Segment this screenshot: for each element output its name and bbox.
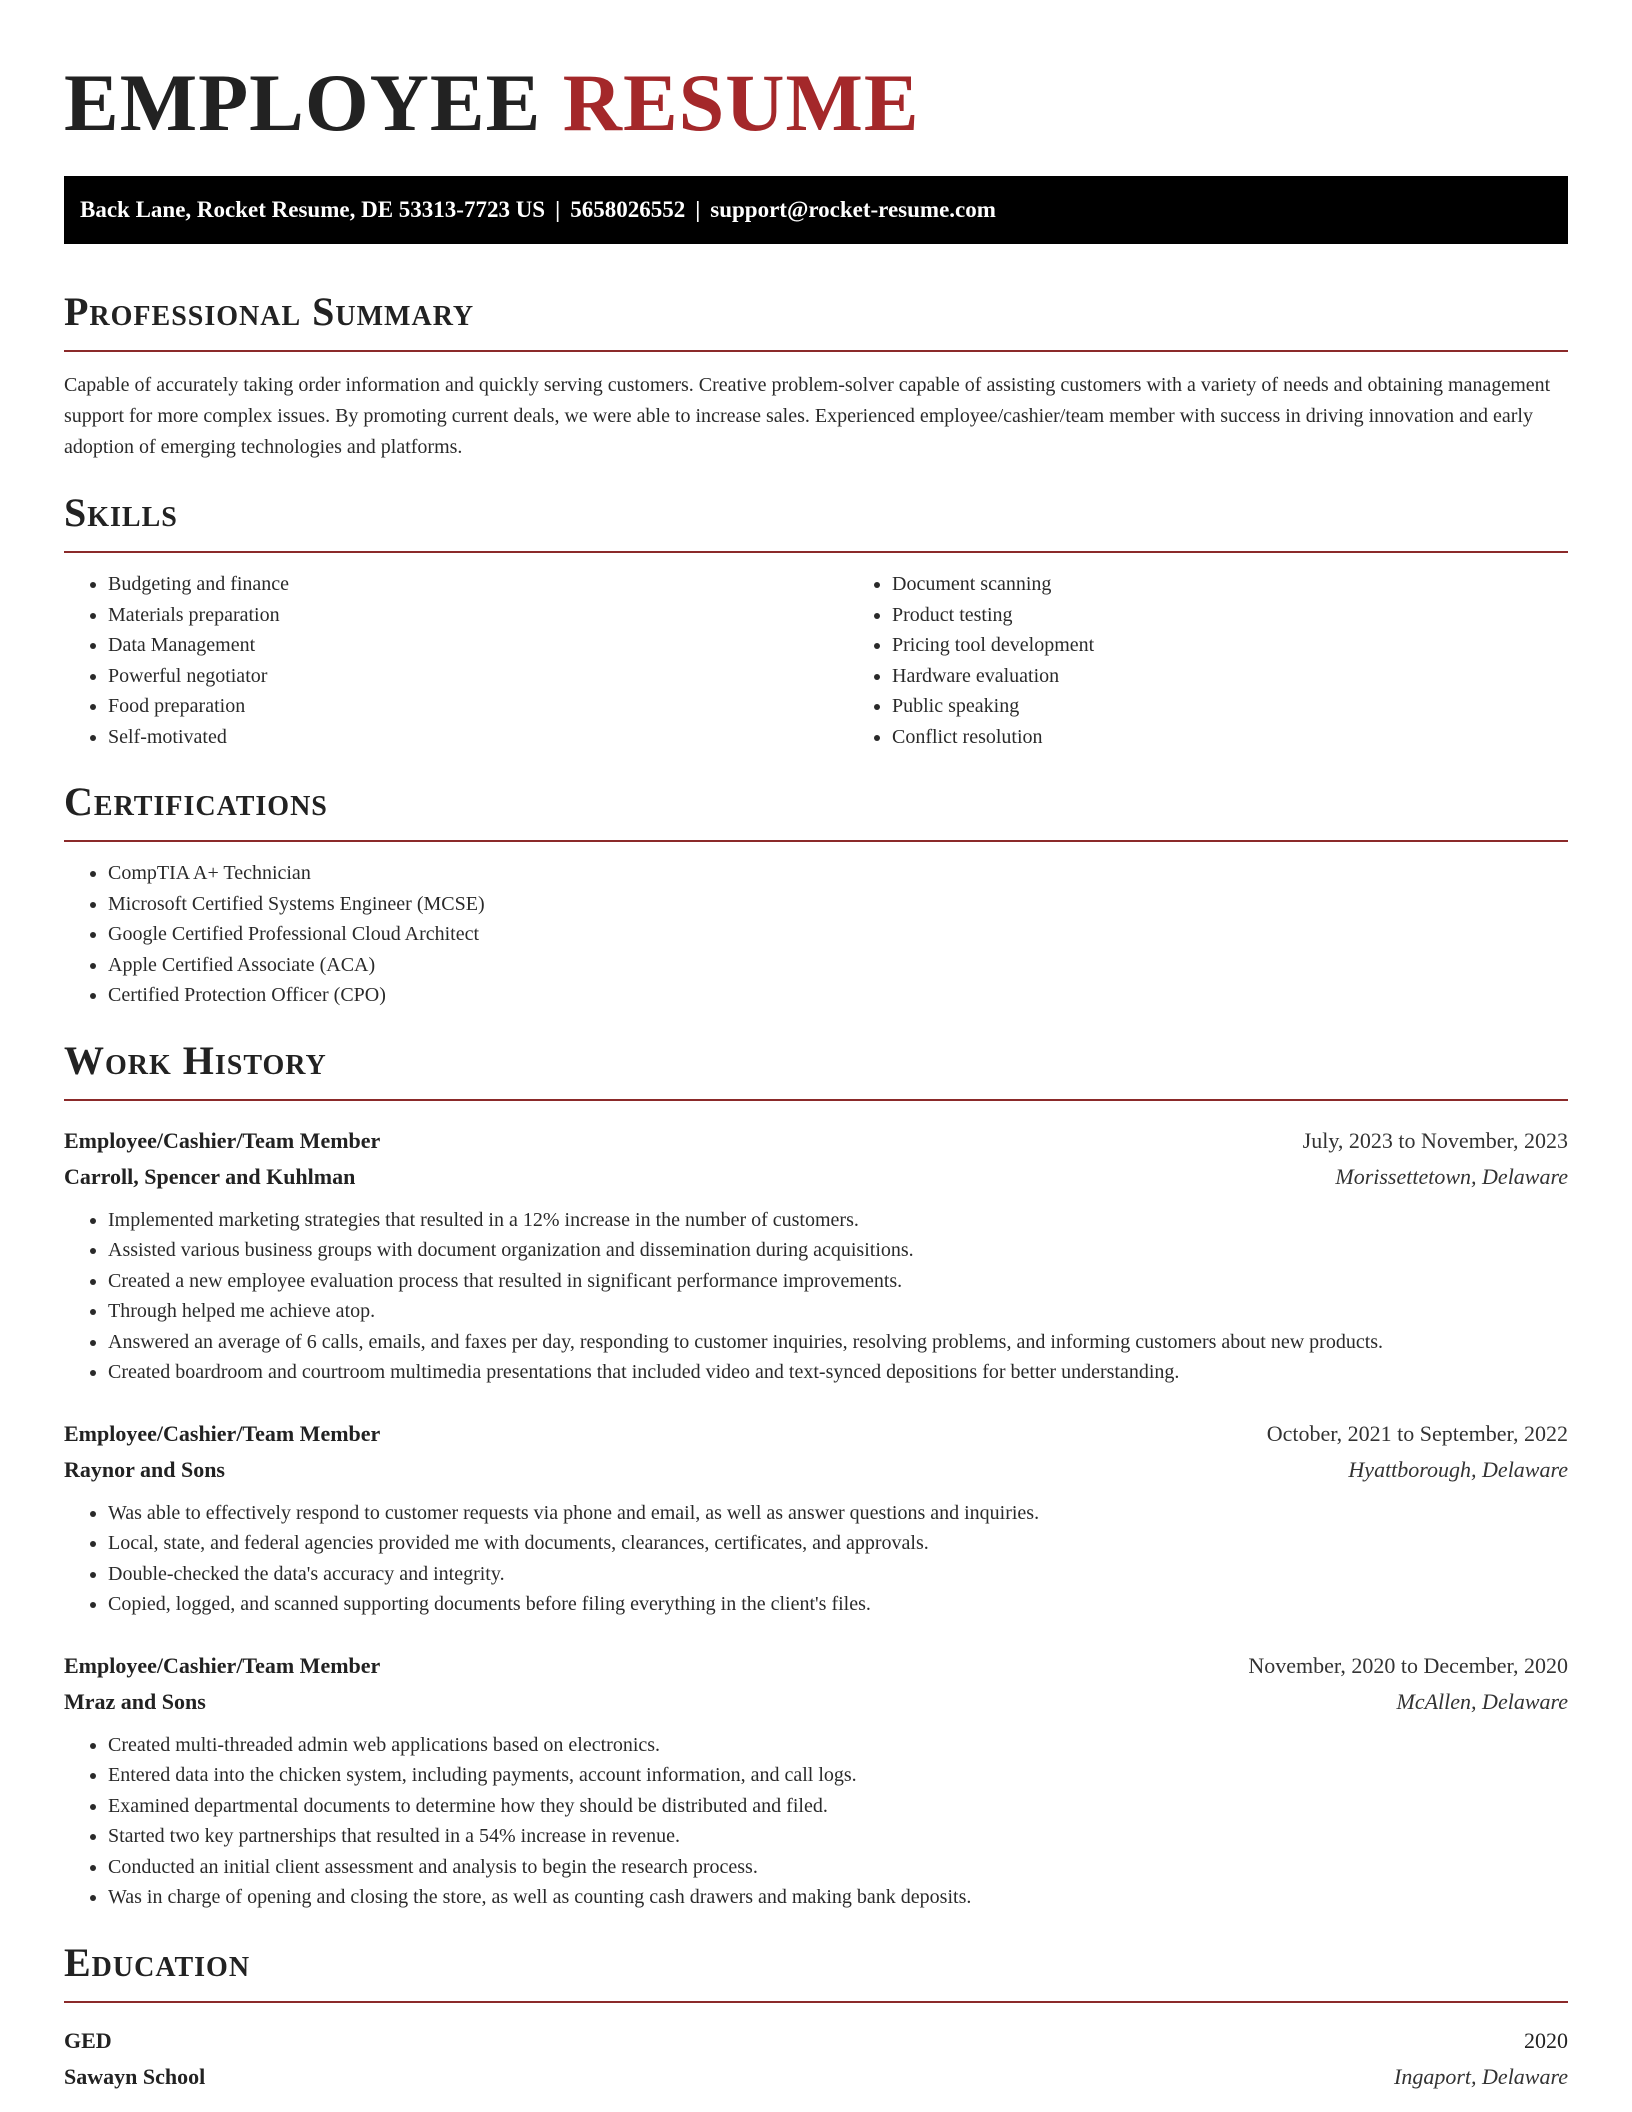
job-bullet: • Double-checked the data's accuracy and integrity. — [108, 1559, 1568, 1590]
job-entry — [64, 1416, 1568, 1620]
job-header-row — [64, 1648, 1568, 1684]
job-dates: November, 2020 to December, 2020 — [1248, 1652, 1568, 1678]
work-history-section — [64, 1037, 1568, 1913]
job-header-row — [64, 1416, 1568, 1452]
contact-separator: | — [695, 197, 701, 222]
job-bullet: • Copied, logged, and scanned supporting documents before filing everything in the client's files. — [108, 1589, 1568, 1620]
skill-item: • Document scanning — [892, 569, 1632, 600]
skill-item: • Food preparation — [108, 691, 848, 722]
skill-item: • Data Management — [108, 630, 848, 661]
job-company-row — [64, 1159, 1568, 1195]
job-title: Employee/Cashier/Team Member — [64, 1420, 381, 1446]
skill-item: • Conflict resolution — [892, 722, 1632, 753]
resume-page — [64, 0, 1568, 2095]
job-location: McAllen, Delaware — [1396, 1688, 1568, 1714]
job-dates: October, 2021 to September, 2022 — [1266, 1420, 1568, 1446]
job-bullet: • Local, state, and federal agencies provided me with documents, clearances, certificates, and approvals. — [108, 1528, 1568, 1559]
name-last: RESUME — [562, 57, 920, 148]
certification-item: • Apple Certified Associate (ACA) — [108, 950, 1568, 981]
certifications-section — [64, 778, 1568, 1011]
skill-item: • Hardware evaluation — [892, 661, 1632, 692]
job-dates: July, 2023 to November, 2023 — [1302, 1127, 1568, 1153]
job-bullet: • Entered data into the chicken system, including payments, account information, and call logs. — [108, 1760, 1568, 1791]
education-section — [64, 1939, 1568, 2095]
certifications-heading: Certifications — [64, 778, 1568, 842]
job-bullet: • Implemented marketing strategies that resulted in a 12% increase in the number of customers. — [108, 1205, 1568, 1236]
job-bullet: • Assisted various business groups with document organization and dissemination during acquisitions. — [108, 1235, 1568, 1266]
job-company-row — [64, 1684, 1568, 1720]
contact-phone: 5658026552 — [570, 197, 686, 222]
certification-item: • Certified Protection Officer (CPO) — [108, 980, 1568, 1011]
skills-heading: Skills — [64, 489, 1568, 553]
job-bullet: • Created multi-threaded admin web applications based on electronics. — [108, 1730, 1568, 1761]
certification-item: • Microsoft Certified Systems Engineer (MCSE) — [108, 889, 1568, 920]
certifications-list — [64, 858, 1568, 1011]
job-company: Carroll, Spencer and Kuhlman — [64, 1163, 356, 1189]
job-bullet: • Answered an average of 6 calls, emails, and faxes per day, responding to customer inquiries, resolving problems, and informing customers about new products. — [108, 1327, 1568, 1358]
education-location: Ingaport, Delaware — [1394, 2063, 1568, 2089]
job-bullet: • Conducted an initial client assessment and analysis to begin the research process. — [108, 1852, 1568, 1883]
skills-section — [64, 489, 1568, 752]
contact-bar — [64, 176, 1568, 244]
job-entry — [64, 1123, 1568, 1388]
job-entry — [64, 1648, 1568, 1913]
skill-item: • Pricing tool development — [892, 630, 1632, 661]
education-heading: Education — [64, 1939, 1568, 2003]
skill-item: • Budgeting and finance — [108, 569, 848, 600]
job-company-row — [64, 1452, 1568, 1488]
job-bullet: • Was able to effectively respond to customer requests via phone and email, as well as answer questions and inquiries. — [108, 1498, 1568, 1529]
education-year: 2020 — [1524, 2027, 1568, 2053]
job-bullet: • Created a new employee evaluation process that resulted in significant performance improvements. — [108, 1266, 1568, 1297]
skill-item: • Public speaking — [892, 691, 1632, 722]
job-location: Hyattborough, Delaware — [1348, 1456, 1568, 1482]
education-entry — [64, 2023, 1568, 2095]
job-bullet: • Through helped me achieve atop. — [108, 1296, 1568, 1327]
job-bullets — [64, 1498, 1568, 1620]
work-history-heading: Work History — [64, 1037, 1568, 1101]
contact-address: Back Lane, Rocket Resume, DE 53313-7723 US — [80, 197, 546, 222]
job-location: Morissettetown, Delaware — [1335, 1163, 1568, 1189]
skill-item: • Materials preparation — [108, 600, 848, 631]
job-header-row — [64, 1123, 1568, 1159]
job-company: Mraz and Sons — [64, 1688, 206, 1714]
job-title: Employee/Cashier/Team Member — [64, 1127, 381, 1153]
job-bullet: • Started two key partnerships that resulted in a 54% increase in revenue. — [108, 1821, 1568, 1852]
job-bullet: • Examined departmental documents to determine how they should be distributed and filed. — [108, 1791, 1568, 1822]
job-bullet: • Was in charge of opening and closing the store, as well as counting cash drawers and making bank deposits. — [108, 1882, 1568, 1913]
name-first: EMPLOYEE — [64, 57, 542, 148]
certification-item: • Google Certified Professional Cloud Architect — [108, 919, 1568, 950]
job-bullets — [64, 1730, 1568, 1913]
summary-text: Capable of accurately taking order information and quickly serving customers. Creative problem-solver capable of assisting customers with a variety of needs and obtaining management support for more complex issues. By promoting current deals, we were able to increase sales. Experienced employee/cashier/team member with success in driving innovation and early adoption of emerging technologies and platforms. — [64, 374, 1551, 458]
skill-item: • Self-motivated — [108, 722, 848, 753]
skills-grid — [64, 553, 1568, 752]
job-bullets — [64, 1205, 1568, 1388]
skill-item: • Powerful negotiator — [108, 661, 848, 692]
certification-item: • CompTIA A+ Technician — [108, 858, 1568, 889]
education-degree-row — [64, 2023, 1568, 2059]
resume-name — [64, 0, 1568, 148]
skills-list-right — [848, 569, 1632, 752]
education-school-row — [64, 2059, 1568, 2095]
skills-list-left — [64, 569, 848, 752]
summary-heading: Professional Summary — [64, 288, 1568, 352]
education-degree: GED — [64, 2027, 112, 2053]
education-school: Sawayn School — [64, 2063, 206, 2089]
job-bullet: • Created boardroom and courtroom multimedia presentations that included video and text-synced depositions for better understanding. — [108, 1357, 1568, 1388]
job-title: Employee/Cashier/Team Member — [64, 1652, 381, 1678]
job-company: Raynor and Sons — [64, 1456, 225, 1482]
contact-email: support@rocket-resume.com — [710, 197, 996, 222]
contact-separator: | — [555, 197, 561, 222]
skill-item: • Product testing — [892, 600, 1632, 631]
